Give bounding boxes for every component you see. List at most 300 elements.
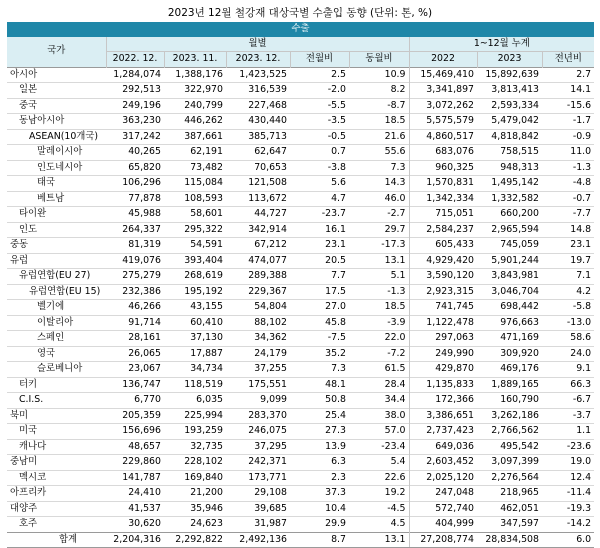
row-label: 유럽연합(EU 15) [7, 284, 106, 300]
cell-y2022: 249,990 [409, 346, 477, 362]
cell-ytd-yoy: 14.1 [542, 83, 594, 99]
cell-y2023: 3,813,413 [477, 83, 542, 99]
cell-ytd-yoy: -23.6 [542, 439, 594, 455]
cell-ytd-yoy: 4.2 [542, 284, 594, 300]
row-label: 슬로베니아 [7, 362, 106, 378]
row-label: 태국 [7, 176, 106, 192]
cell-y2022: 1,122,478 [409, 315, 477, 331]
cell-y2022: 404,999 [409, 517, 477, 533]
table-row [7, 300, 594, 316]
table-row [7, 331, 594, 347]
cell-dec2023: 70,653 [226, 160, 290, 176]
cell-y2022: 741,745 [409, 300, 477, 316]
cell-y2022: 2,923,315 [409, 284, 477, 300]
monthly-group-header: 월별 [106, 37, 409, 52]
cell-mom: 7.3 [290, 362, 349, 378]
cell-mom: -3.5 [290, 114, 349, 130]
table-row [7, 532, 594, 548]
column-header-mom: 전월비 [290, 52, 349, 68]
cell-ytd-yoy: -11.4 [542, 486, 594, 502]
cell-dec2023: 283,370 [226, 408, 290, 424]
cell-nov2023: 34,734 [164, 362, 226, 378]
cell-y2022: 297,063 [409, 331, 477, 347]
cell-y2023: 3,843,981 [477, 269, 542, 285]
cell-dec2023: 67,212 [226, 238, 290, 254]
cell-dec2023: 34,362 [226, 331, 290, 347]
cell-mom: -23.7 [290, 207, 349, 223]
cell-ytd-yoy: 66.3 [542, 377, 594, 393]
cell-y2023: 3,046,704 [477, 284, 542, 300]
cell-nov2023: 43,155 [164, 300, 226, 316]
cell-yoy: 5.4 [349, 455, 409, 471]
cell-dec2023: 246,075 [226, 424, 290, 440]
cell-ytd-yoy: 6.0 [542, 532, 594, 548]
cell-y2023: 745,059 [477, 238, 542, 254]
table-row [7, 439, 594, 455]
cell-y2023: 3,262,186 [477, 408, 542, 424]
cell-nov2023: 1,388,176 [164, 67, 226, 83]
cell-nov2023: 225,994 [164, 408, 226, 424]
cell-dec2023: 229,367 [226, 284, 290, 300]
cell-dec2022: 106,296 [106, 176, 164, 192]
cell-nov2023: 393,404 [164, 253, 226, 269]
cell-nov2023: 108,593 [164, 191, 226, 207]
cell-mom: -7.5 [290, 331, 349, 347]
cell-mom: 23.1 [290, 238, 349, 254]
cell-ytd-yoy: 2.7 [542, 67, 594, 83]
cell-mom: 17.5 [290, 284, 349, 300]
cell-dec2023: 54,804 [226, 300, 290, 316]
cell-yoy: 5.1 [349, 269, 409, 285]
cell-dec2023: 474,077 [226, 253, 290, 269]
cell-yoy: 8.2 [349, 83, 409, 99]
row-label: 중국 [7, 98, 106, 114]
cell-mom: -5.5 [290, 98, 349, 114]
cell-mom: 10.4 [290, 501, 349, 517]
cell-mom: 16.1 [290, 222, 349, 238]
cell-mom: 7.7 [290, 269, 349, 285]
cell-dec2022: 6,770 [106, 393, 164, 409]
cell-nov2023: 6,035 [164, 393, 226, 409]
table-row [7, 517, 594, 533]
cell-dec2023: 24,179 [226, 346, 290, 362]
cell-dec2022: 65,820 [106, 160, 164, 176]
cell-y2023: 3,097,399 [477, 455, 542, 471]
trade-table [7, 22, 594, 548]
cell-y2023: 471,169 [477, 331, 542, 347]
cell-y2023: 2,766,562 [477, 424, 542, 440]
cell-y2023: 948,313 [477, 160, 542, 176]
cell-dec2023: 39,685 [226, 501, 290, 517]
cell-dec2023: 242,371 [226, 455, 290, 471]
cell-yoy: 21.6 [349, 129, 409, 145]
cell-ytd-yoy: -5.8 [542, 300, 594, 316]
cell-nov2023: 37,130 [164, 331, 226, 347]
cell-ytd-yoy: 58.6 [542, 331, 594, 347]
cell-y2022: 15,469,410 [409, 67, 477, 83]
cell-dec2022: 26,065 [106, 346, 164, 362]
cell-ytd-yoy: 9.1 [542, 362, 594, 378]
table-row [7, 114, 594, 130]
cell-nov2023: 17,887 [164, 346, 226, 362]
table-title: 2023년 12월 철강재 대상국별 수출입 동향 (단위: 톤, %) [167, 7, 433, 19]
table-row [7, 377, 594, 393]
cell-dec2022: 156,696 [106, 424, 164, 440]
row-label: 말레이시아 [7, 145, 106, 161]
cell-yoy: -1.3 [349, 284, 409, 300]
cell-ytd-yoy: 19.7 [542, 253, 594, 269]
table-row [7, 455, 594, 471]
cell-dec2022: 40,265 [106, 145, 164, 161]
cell-mom: 4.7 [290, 191, 349, 207]
cell-nov2023: 228,102 [164, 455, 226, 471]
cell-y2023: 218,965 [477, 486, 542, 502]
cell-mom: 29.9 [290, 517, 349, 533]
cell-dec2022: 24,410 [106, 486, 164, 502]
cell-yoy: -8.7 [349, 98, 409, 114]
cell-y2022: 715,051 [409, 207, 477, 223]
cell-dec2023: 227,468 [226, 98, 290, 114]
cell-nov2023: 62,191 [164, 145, 226, 161]
row-label: 유럽연합(EU 27) [7, 269, 106, 285]
cell-dec2023: 430,440 [226, 114, 290, 130]
cell-y2022: 3,386,651 [409, 408, 477, 424]
cell-nov2023: 2,292,822 [164, 532, 226, 548]
cell-yoy: 29.7 [349, 222, 409, 238]
cell-dec2023: 88,102 [226, 315, 290, 331]
row-label: 인도네시아 [7, 160, 106, 176]
cell-y2022: 5,575,579 [409, 114, 477, 130]
cell-ytd-yoy: -19.3 [542, 501, 594, 517]
cell-y2022: 960,325 [409, 160, 477, 176]
column-header-ytd-yoy: 전년비 [542, 52, 594, 68]
cumulative-group-header: 1~12월 누계 [409, 37, 594, 52]
cell-yoy: -2.7 [349, 207, 409, 223]
cell-dec2022: 81,319 [106, 238, 164, 254]
cell-y2022: 605,433 [409, 238, 477, 254]
cell-yoy: 22.6 [349, 470, 409, 486]
cell-ytd-yoy: -6.7 [542, 393, 594, 409]
cell-mom: 50.8 [290, 393, 349, 409]
cell-y2023: 660,200 [477, 207, 542, 223]
cell-y2023: 1,332,582 [477, 191, 542, 207]
cell-nov2023: 58,601 [164, 207, 226, 223]
cell-mom: 20.5 [290, 253, 349, 269]
cell-nov2023: 32,735 [164, 439, 226, 455]
table-body [7, 67, 594, 548]
cell-y2023: 5,479,042 [477, 114, 542, 130]
cell-dec2022: 45,988 [106, 207, 164, 223]
cell-nov2023: 169,840 [164, 470, 226, 486]
cell-ytd-yoy: -13.0 [542, 315, 594, 331]
country-column-header: 국가 [7, 37, 106, 68]
cell-dec2023: 37,255 [226, 362, 290, 378]
cell-y2022: 572,740 [409, 501, 477, 517]
cell-dec2022: 232,386 [106, 284, 164, 300]
cell-y2023: 160,790 [477, 393, 542, 409]
cell-y2022: 1,342,334 [409, 191, 477, 207]
cell-dec2023: 121,508 [226, 176, 290, 192]
cell-yoy: 22.0 [349, 331, 409, 347]
cell-yoy: -4.5 [349, 501, 409, 517]
cell-yoy: -17.3 [349, 238, 409, 254]
row-label: 터키 [7, 377, 106, 393]
cell-y2023: 4,818,842 [477, 129, 542, 145]
cell-ytd-yoy: -4.8 [542, 176, 594, 192]
row-label: 벨기에 [7, 300, 106, 316]
cell-dec2022: 48,657 [106, 439, 164, 455]
cell-y2023: 976,663 [477, 315, 542, 331]
cell-nov2023: 54,591 [164, 238, 226, 254]
cell-ytd-yoy: -3.7 [542, 408, 594, 424]
table-row [7, 207, 594, 223]
row-label: 합계 [7, 532, 106, 548]
table-row [7, 346, 594, 362]
cell-ytd-yoy: 24.0 [542, 346, 594, 362]
cell-yoy: -3.9 [349, 315, 409, 331]
cell-nov2023: 24,623 [164, 517, 226, 533]
table-row [7, 238, 594, 254]
table-row [7, 486, 594, 502]
cell-yoy: 28.4 [349, 377, 409, 393]
row-label: 스페인 [7, 331, 106, 347]
cell-nov2023: 60,410 [164, 315, 226, 331]
cell-yoy: 13.1 [349, 253, 409, 269]
cell-dec2022: 205,359 [106, 408, 164, 424]
row-label: 이탈리아 [7, 315, 106, 331]
cell-y2023: 5,901,244 [477, 253, 542, 269]
table-row [7, 408, 594, 424]
table-row [7, 362, 594, 378]
cell-ytd-yoy: -0.7 [542, 191, 594, 207]
table-row [7, 145, 594, 161]
cell-y2023: 309,920 [477, 346, 542, 362]
table-row [7, 315, 594, 331]
cell-dec2022: 46,266 [106, 300, 164, 316]
cell-mom: 25.4 [290, 408, 349, 424]
cell-dec2022: 141,787 [106, 470, 164, 486]
table-row [7, 67, 594, 83]
cell-y2022: 2,737,423 [409, 424, 477, 440]
cell-dec2022: 41,537 [106, 501, 164, 517]
cell-yoy: 55.6 [349, 145, 409, 161]
cell-dec2022: 136,747 [106, 377, 164, 393]
cell-mom: 27.3 [290, 424, 349, 440]
cell-ytd-yoy: 23.1 [542, 238, 594, 254]
row-label: 아시아 [7, 67, 106, 83]
column-header-dec2023: 2023. 12. [226, 52, 290, 68]
table-row [7, 269, 594, 285]
row-label: 유럽 [7, 253, 106, 269]
cell-y2022: 2,025,120 [409, 470, 477, 486]
cell-nov2023: 35,946 [164, 501, 226, 517]
cell-dec2022: 419,076 [106, 253, 164, 269]
table-row [7, 393, 594, 409]
cell-dec2023: 1,423,525 [226, 67, 290, 83]
cell-yoy: -23.4 [349, 439, 409, 455]
cell-y2022: 2,584,237 [409, 222, 477, 238]
cell-nov2023: 322,970 [164, 83, 226, 99]
row-label: 아프리카 [7, 486, 106, 502]
cell-y2022: 649,036 [409, 439, 477, 455]
cell-dec2022: 275,279 [106, 269, 164, 285]
column-header-2023: 2023 [477, 52, 542, 68]
cell-dec2023: 113,672 [226, 191, 290, 207]
cell-dec2022: 249,196 [106, 98, 164, 114]
cell-dec2022: 363,230 [106, 114, 164, 130]
cell-dec2023: 2,492,136 [226, 532, 290, 548]
cell-dec2023: 385,713 [226, 129, 290, 145]
cell-yoy: 4.5 [349, 517, 409, 533]
cell-mom: -3.8 [290, 160, 349, 176]
cell-dec2023: 31,987 [226, 517, 290, 533]
cell-mom: 48.1 [290, 377, 349, 393]
cell-ytd-yoy: -15.6 [542, 98, 594, 114]
cell-dec2023: 62,647 [226, 145, 290, 161]
cell-nov2023: 118,519 [164, 377, 226, 393]
row-label: 타이완 [7, 207, 106, 223]
cell-dec2022: 317,242 [106, 129, 164, 145]
column-header-nov2023: 2023. 11. [164, 52, 226, 68]
row-label: 중남미 [7, 455, 106, 471]
cell-y2022: 429,870 [409, 362, 477, 378]
table-row [7, 253, 594, 269]
row-label: ASEAN(10개국) [7, 129, 106, 145]
cell-mom: 13.9 [290, 439, 349, 455]
cell-nov2023: 73,482 [164, 160, 226, 176]
cell-yoy: 38.0 [349, 408, 409, 424]
cell-nov2023: 193,259 [164, 424, 226, 440]
cell-nov2023: 387,661 [164, 129, 226, 145]
table-row [7, 98, 594, 114]
row-label: 북미 [7, 408, 106, 424]
table-row [7, 222, 594, 238]
row-label: 일본 [7, 83, 106, 99]
row-label: 대양주 [7, 501, 106, 517]
cell-dec2023: 175,551 [226, 377, 290, 393]
cell-y2023: 1,495,142 [477, 176, 542, 192]
cell-dec2023: 37,295 [226, 439, 290, 455]
cell-ytd-yoy: 11.0 [542, 145, 594, 161]
cell-y2023: 758,515 [477, 145, 542, 161]
cell-yoy: 7.3 [349, 160, 409, 176]
cell-ytd-yoy: -7.7 [542, 207, 594, 223]
cell-dec2022: 30,620 [106, 517, 164, 533]
cell-y2023: 495,542 [477, 439, 542, 455]
cell-dec2022: 91,714 [106, 315, 164, 331]
cell-dec2023: 173,771 [226, 470, 290, 486]
table-row [7, 424, 594, 440]
cell-ytd-yoy: 7.1 [542, 269, 594, 285]
section-header-row [7, 22, 594, 37]
cell-ytd-yoy: -1.7 [542, 114, 594, 130]
cell-y2022: 27,208,774 [409, 532, 477, 548]
cell-ytd-yoy: 19.0 [542, 455, 594, 471]
row-label: 인도 [7, 222, 106, 238]
cell-nov2023: 21,200 [164, 486, 226, 502]
cell-nov2023: 295,322 [164, 222, 226, 238]
cell-y2022: 172,366 [409, 393, 477, 409]
cell-yoy: 10.9 [349, 67, 409, 83]
row-label: 캐나다 [7, 439, 106, 455]
table-row [7, 160, 594, 176]
cell-dec2022: 77,878 [106, 191, 164, 207]
cell-yoy: 57.0 [349, 424, 409, 440]
cell-mom: 0.7 [290, 145, 349, 161]
cell-yoy: 46.0 [349, 191, 409, 207]
cell-mom: 35.2 [290, 346, 349, 362]
table-row [7, 83, 594, 99]
cell-y2022: 1,135,833 [409, 377, 477, 393]
cell-mom: 5.6 [290, 176, 349, 192]
cell-dec2023: 29,108 [226, 486, 290, 502]
cell-yoy: 13.1 [349, 532, 409, 548]
cell-ytd-yoy: 1.1 [542, 424, 594, 440]
cell-mom: 37.3 [290, 486, 349, 502]
table-row [7, 176, 594, 192]
cell-dec2023: 342,914 [226, 222, 290, 238]
cell-yoy: 19.2 [349, 486, 409, 502]
cell-y2022: 2,603,452 [409, 455, 477, 471]
cell-mom: -0.5 [290, 129, 349, 145]
cell-yoy: 18.5 [349, 114, 409, 130]
cell-dec2023: 289,388 [226, 269, 290, 285]
row-label: 동남아시아 [7, 114, 106, 130]
cell-y2023: 469,176 [477, 362, 542, 378]
cell-y2023: 698,442 [477, 300, 542, 316]
row-label: 베트남 [7, 191, 106, 207]
cell-y2023: 2,593,334 [477, 98, 542, 114]
row-label: 멕시코 [7, 470, 106, 486]
cell-ytd-yoy: -1.3 [542, 160, 594, 176]
cell-y2022: 4,860,517 [409, 129, 477, 145]
row-label: 호주 [7, 517, 106, 533]
cell-y2023: 2,965,594 [477, 222, 542, 238]
row-label: 영국 [7, 346, 106, 362]
cell-y2022: 4,929,420 [409, 253, 477, 269]
table-row [7, 501, 594, 517]
cell-nov2023: 268,619 [164, 269, 226, 285]
cell-mom: 8.7 [290, 532, 349, 548]
cell-dec2022: 2,204,316 [106, 532, 164, 548]
cell-y2022: 683,076 [409, 145, 477, 161]
cell-nov2023: 115,084 [164, 176, 226, 192]
cell-yoy: 18.5 [349, 300, 409, 316]
cell-mom: 2.5 [290, 67, 349, 83]
cell-yoy: 14.3 [349, 176, 409, 192]
table-row [7, 284, 594, 300]
cell-y2022: 3,341,897 [409, 83, 477, 99]
cell-y2023: 462,051 [477, 501, 542, 517]
cell-dec2022: 23,067 [106, 362, 164, 378]
cell-mom: 45.8 [290, 315, 349, 331]
cell-nov2023: 195,192 [164, 284, 226, 300]
cell-dec2022: 229,860 [106, 455, 164, 471]
row-label: 중동 [7, 238, 106, 254]
cell-mom: -2.0 [290, 83, 349, 99]
cell-dec2023: 9,099 [226, 393, 290, 409]
cell-y2023: 2,276,564 [477, 470, 542, 486]
cell-dec2023: 316,539 [226, 83, 290, 99]
cell-nov2023: 240,799 [164, 98, 226, 114]
cell-y2022: 3,590,120 [409, 269, 477, 285]
cell-mom: 6.3 [290, 455, 349, 471]
cell-dec2022: 1,284,074 [106, 67, 164, 83]
column-header-yoy: 동월비 [349, 52, 409, 68]
cell-ytd-yoy: 12.4 [542, 470, 594, 486]
cell-y2022: 247,048 [409, 486, 477, 502]
cell-y2023: 1,889,165 [477, 377, 542, 393]
